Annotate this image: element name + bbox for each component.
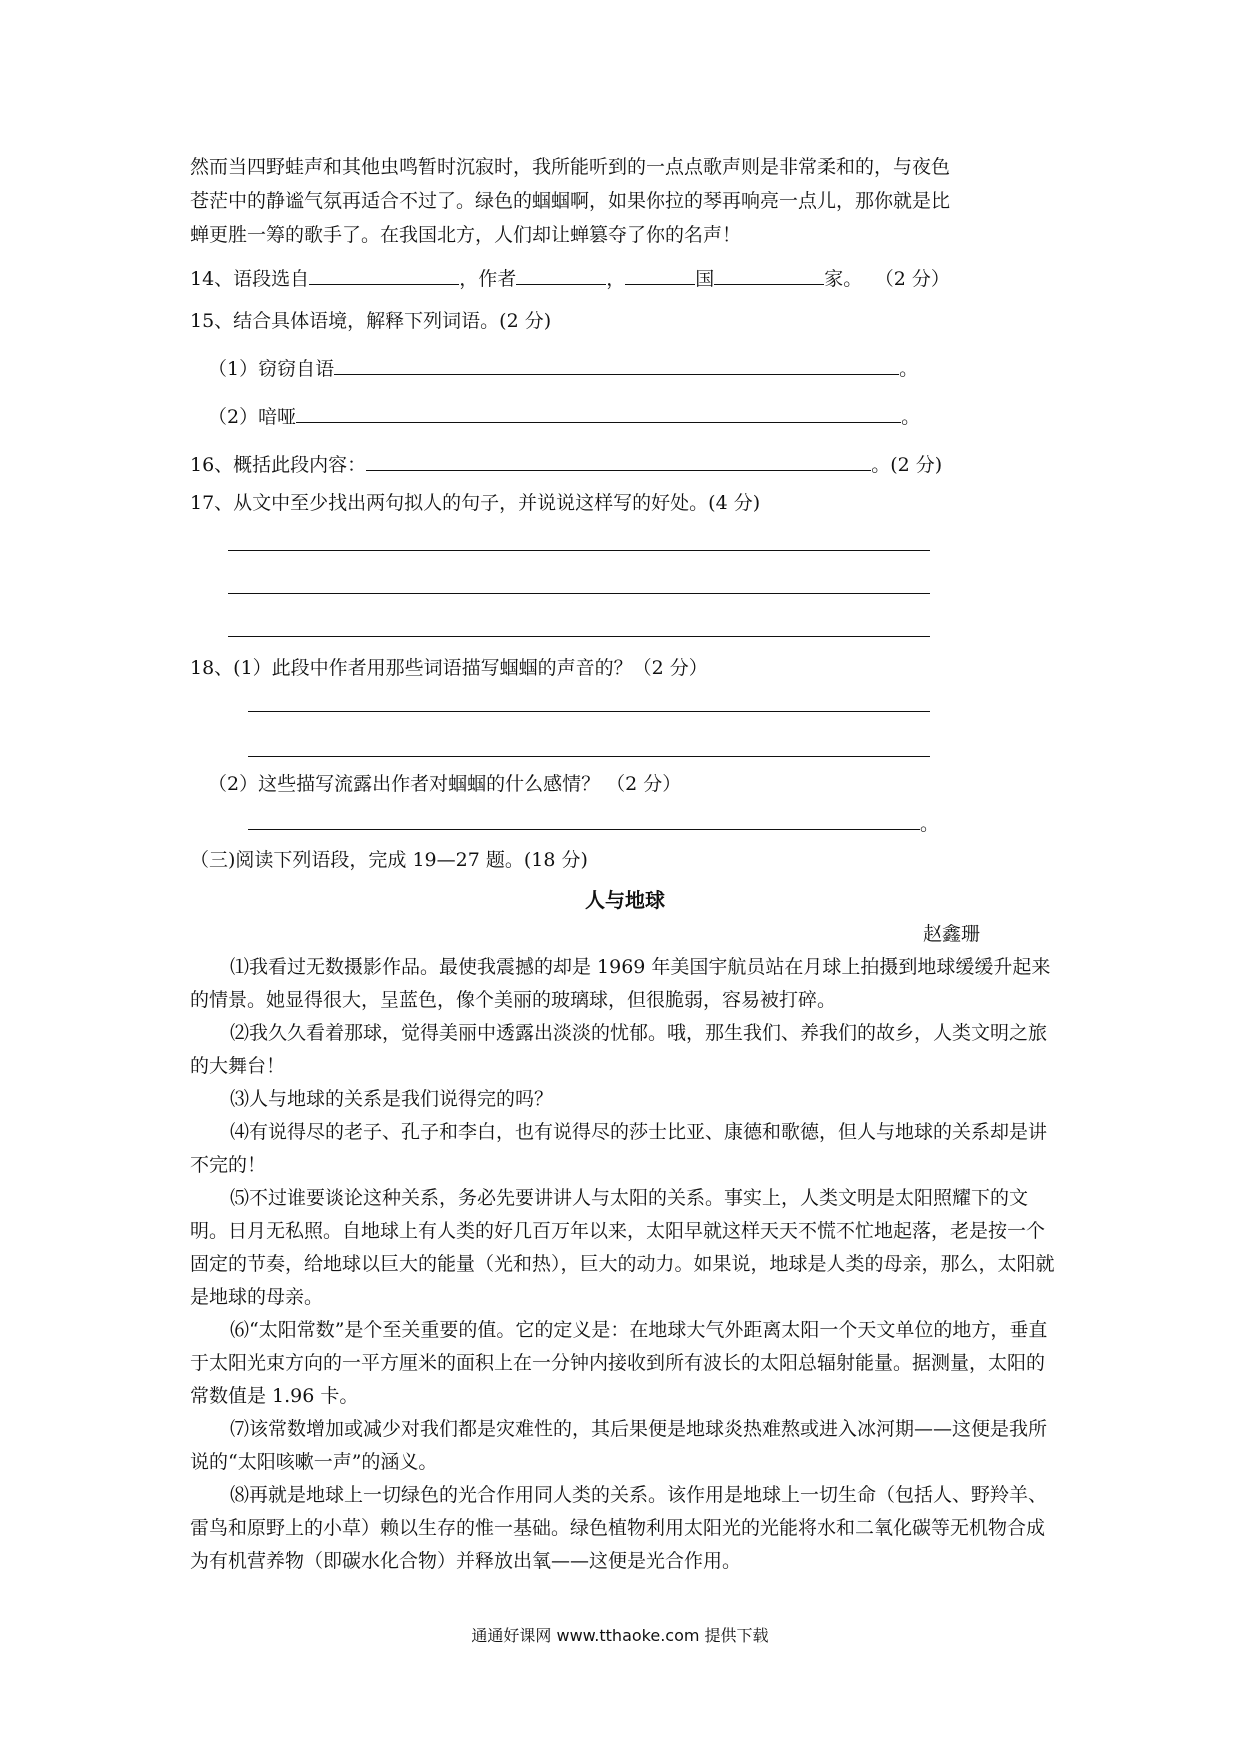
answer-blank-18-2[interactable]	[248, 807, 920, 830]
article-paragraph: ⑻再就是地球上一切绿色的光合作用同人类的关系。该作用是地球上一切生命（包括人、野羚羊、雷鸟和原野上的小草）赖以生存的惟一基础。绿色植物利用太阳光的光能将水和二氧化碳等无机物合成为有机营养物（即碳水化合物）并释放出氧——这便是光合作用。	[190, 1484, 1048, 1572]
answer-lines-18	[248, 711, 930, 757]
article-body	[190, 951, 1060, 1578]
question-15-item-1: （1）窃窃自语 。	[208, 352, 1060, 386]
article-paragraph: ⑶人与地球的关系是我们说得完的吗？	[230, 1088, 554, 1110]
question-15: 15、结合具体语境，解释下列词语。(2 分)	[190, 310, 552, 332]
answer-line[interactable]	[228, 593, 930, 594]
answer-blank-country[interactable]	[625, 262, 695, 285]
article-paragraph: ⑷有说得尽的老子、孔子和李白，也有说得尽的莎士比亚、康德和歌德，但人与地球的关系却是讲不完的！	[190, 1121, 1048, 1176]
answer-blank-15-2[interactable]	[296, 400, 901, 423]
question-15-item-2: （2）喑哑 。	[208, 400, 1060, 434]
answer-blank-role[interactable]	[714, 262, 824, 285]
answer-line[interactable]	[248, 756, 930, 757]
question-14: 14、语段选自 ，作者 ， 国 家。 （2 分）	[190, 262, 1060, 296]
article-paragraph: ⑴我看过无数摄影作品。最使我震撼的却是 1969 年美国宇航员站在月球上拍摄到地球缓缓升起来的情景。她显得很大，呈蓝色，像个美丽的玻璃球，但很脆弱，容易被打碎。	[190, 956, 1051, 1011]
intro-passage	[190, 150, 1060, 252]
article-paragraph: ⑹“太阳常数”是个至关重要的值。它的定义是：在地球大气外距离太阳一个天文单位的地方，垂直于太阳光束方向的一平方厘米的面积上在一分钟内接收到所有波长的太阳总辐射能量。据测量，太阳的常数值是 1.96 卡。	[190, 1319, 1048, 1407]
question-17: 17、从文中至少找出两句拟人的句子，并说说这样写的好处。(4 分)	[190, 492, 761, 514]
article-author: 赵鑫珊	[922, 923, 980, 945]
article-paragraph: ⑵我久久看着那球，觉得美丽中透露出淡淡的忧郁。哦，那生我们、养我们的故乡，人类文明之旅的大舞台！	[190, 1022, 1048, 1077]
answer-line[interactable]	[248, 711, 930, 712]
question-18-part-2: （2）这些描写流露出作者对蝈蝈的什么感情？ （2 分）	[208, 773, 682, 795]
answer-line[interactable]	[228, 550, 930, 551]
section-3-heading: （三)阅读下列语段，完成 19—27 题。(18 分)	[190, 849, 588, 871]
answer-lines-17	[228, 550, 930, 637]
answer-blank-16[interactable]	[366, 448, 871, 471]
intro-line: 蝉更胜一筹的歌手了。在我国北方，人们却让蝉篡夺了你的名声！	[190, 224, 742, 246]
answer-blank-15-1[interactable]	[334, 352, 899, 375]
answer-blank-source[interactable]	[309, 262, 459, 285]
question-16: 16、概括此段内容： 。(2 分)	[190, 448, 1060, 482]
question-18-part-1: 18、(1）此段中作者用那些词语描写蝈蝈的声音的？（2 分）	[190, 657, 708, 679]
article-title: 人与地球	[585, 888, 665, 912]
answer-line[interactable]	[228, 636, 930, 637]
intro-line: 然而当四野蛙声和其他虫鸣暂时沉寂时，我所能听到的一点点歌声则是非常柔和的，与夜色	[190, 156, 951, 178]
answer-blank-author[interactable]	[516, 262, 606, 285]
answer-row-18-2: 。	[248, 807, 1060, 841]
article-paragraph: ⑸不过谁要谈论这种关系，务必先要讲讲人与太阳的关系。事实上，人类文明是太阳照耀下的文明。日月无私照。自地球上有人类的好几百万年以来，太阳早就这样天天不慌不忙地起落，老是按一个固定的节奏，给地球以巨大的能量（光和热），巨大的动力。如果说，地球是人类的母亲，那么，太阳就是地球的母亲。	[190, 1187, 1055, 1308]
page-footer: 通通好课网 www.tthaoke.com 提供下载	[471, 1626, 769, 1645]
intro-line: 苍茫中的静谧气氛再适合不过了。绿色的蝈蝈啊，如果你拉的琴再响亮一点儿，那你就是比	[190, 190, 951, 212]
page-content	[190, 150, 1060, 1578]
article-paragraph: ⑺该常数增加或减少对我们都是灾难性的，其后果便是地球炎热难熬或进入冰河期——这便是我所说的“太阳咳嗽一声”的涵义。	[190, 1418, 1048, 1473]
